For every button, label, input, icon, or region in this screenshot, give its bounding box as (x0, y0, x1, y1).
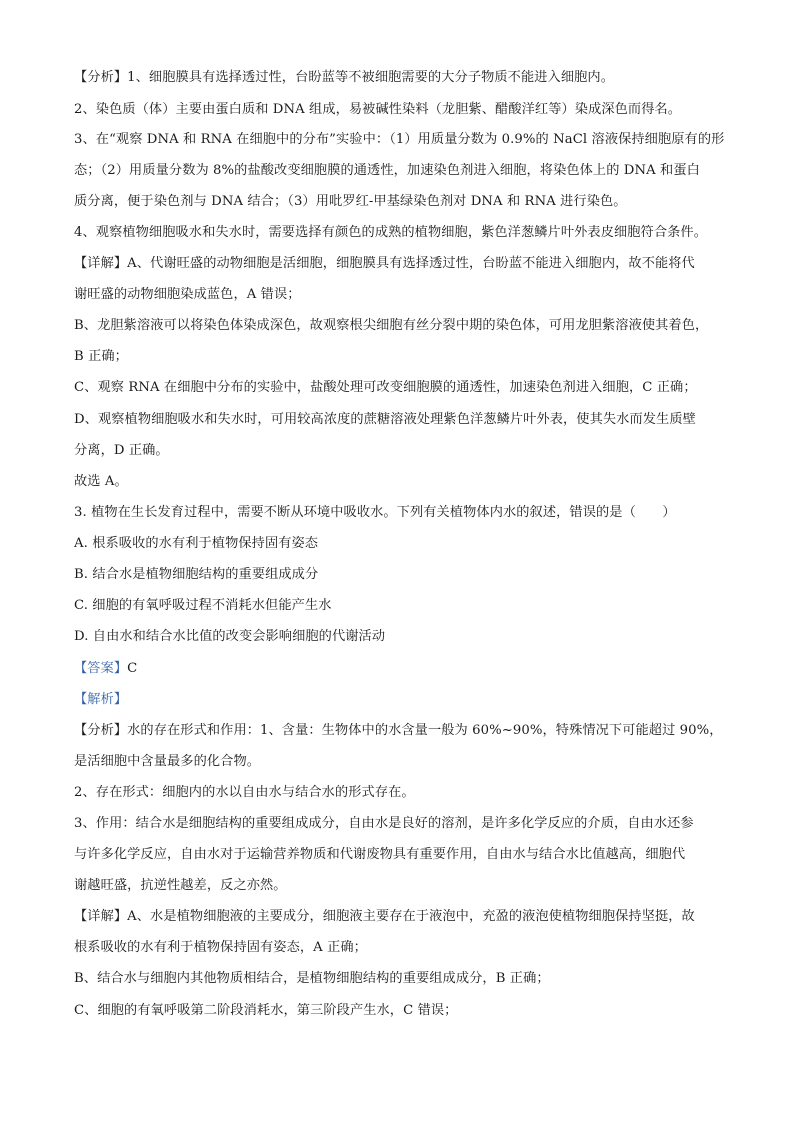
text-line: 是活细胞中含量最多的化合物。 (74, 754, 261, 769)
text-line: 【详解】A、水是植物细胞液的主要成分，细胞液主要存在于液泡中，充盈的液泡使植物细胞保持坚挺，故 (74, 909, 695, 924)
text-line: 3、作用：结合水是细胞结构的重要组成成分，自由水是良好的溶剂，是许多化学反应的介质，自由水还参 (74, 816, 694, 831)
option-d: D. 自由水和结合水比值的改变会影响细胞的代谢活动 (74, 629, 386, 644)
text-line: 分离，D 正确。 (74, 443, 169, 458)
text-line: C、观察 RNA 在细胞中分布的实验中，盐酸处理可改变细胞膜的通透性，加速染色剂进入细胞，C 正确； (74, 380, 697, 395)
text-line: B 正确； (74, 349, 128, 364)
option-a: A. 根系吸收的水有利于植物保持固有姿态 (74, 536, 319, 551)
text-line: C、细胞的有氧呼吸第二阶段消耗水，第三阶段产生水，C 错误； (74, 1003, 458, 1018)
option-c: C. 细胞的有氧呼吸过程不消耗水但能产生水 (74, 598, 332, 613)
answer-line (74, 660, 724, 678)
text-line: 4、观察植物细胞吸水和失水时，需要选择有颜色的成熟的植物细胞，紫色洋葱鳞片叶外表皮细胞符合条件。 (74, 225, 707, 240)
text-line: 谢旺盛的动物细胞染成蓝色，A 错误； (74, 287, 301, 302)
text-line: 谢越旺盛，抗逆性越差，反之亦然。 (74, 878, 287, 893)
analysis-label: 【解析】 (74, 692, 128, 707)
answer-value: C (127, 661, 138, 676)
text-line: 2、存在形式：细胞内的水以自由水与结合水的形式存在。 (74, 785, 415, 800)
answer-label: 【答案】 (74, 661, 128, 676)
text-line: 2、染色质（体）主要由蛋白质和 DNA 组成，易被碱性染料（龙胆紫、醋酸洋红等）染成深色而得名。 (74, 102, 682, 117)
option-b: B. 结合水是植物细胞结构的重要组成成分 (74, 567, 319, 582)
text-line: D、观察植物细胞吸水和失水时，可用较高浓度的蔗糖溶液处理紫色洋葱鳞片叶外表，使其失水而发生质壁 (74, 412, 696, 427)
text-line: 态；（2）用质量分数为 8%的盐酸改变细胞膜的通透性，加速染色剂进入细胞，将染色体上的 DNA 和蛋白 (74, 163, 700, 178)
question-stem: 3. 植物在生长发育过程中，需要不断从环境中吸收水。下列有关植物体内水的叙述，错误的是（ ） (74, 505, 676, 520)
text-line: 【详解】A、代谢旺盛的动物细胞是活细胞，细胞膜具有选择透过性，台盼蓝不能进入细胞内，故不能将代 (74, 256, 695, 271)
text-line: B、结合水与细胞内其他物质相结合，是植物细胞结构的重要组成成分，B 正确； (74, 971, 550, 986)
text-line: 【分析】水的存在形式和作用：1、含量：生物体中的水含量一般为 60%~90%，特殊情况下可能超过 90%， (74, 723, 723, 738)
text-line: B、龙胆紫溶液可以将染色体染成深色，故观察根尖细胞有丝分裂中期的染色体，可用龙胆紫溶液使其着色， (74, 318, 709, 333)
text-line: 与许多化学反应，自由水对于运输营养物质和代谢废物具有重要作用，自由水与结合水比值越高，细胞代 (74, 847, 686, 862)
text-line: 故选 A。 (74, 474, 128, 489)
text-line: 3、在“观察 DNA 和 RNA 在细胞中的分布”实验中：（1）用质量分数为 0.9%的 NaCl 溶液保持细胞原有的形 (74, 132, 724, 147)
text-line: 根系吸收的水有利于植物保持固有姿态，A 正确； (74, 940, 367, 955)
text-line: 【分析】1、细胞膜具有选择透过性，台盼蓝等不被细胞需要的大分子物质不能进入细胞内。 (74, 70, 614, 85)
text-line: 质分离，便于染色剂与 DNA 结合；（3）用吡罗红-甲基绿染色剂对 DNA 和 RNA 进行染色。 (74, 194, 627, 209)
